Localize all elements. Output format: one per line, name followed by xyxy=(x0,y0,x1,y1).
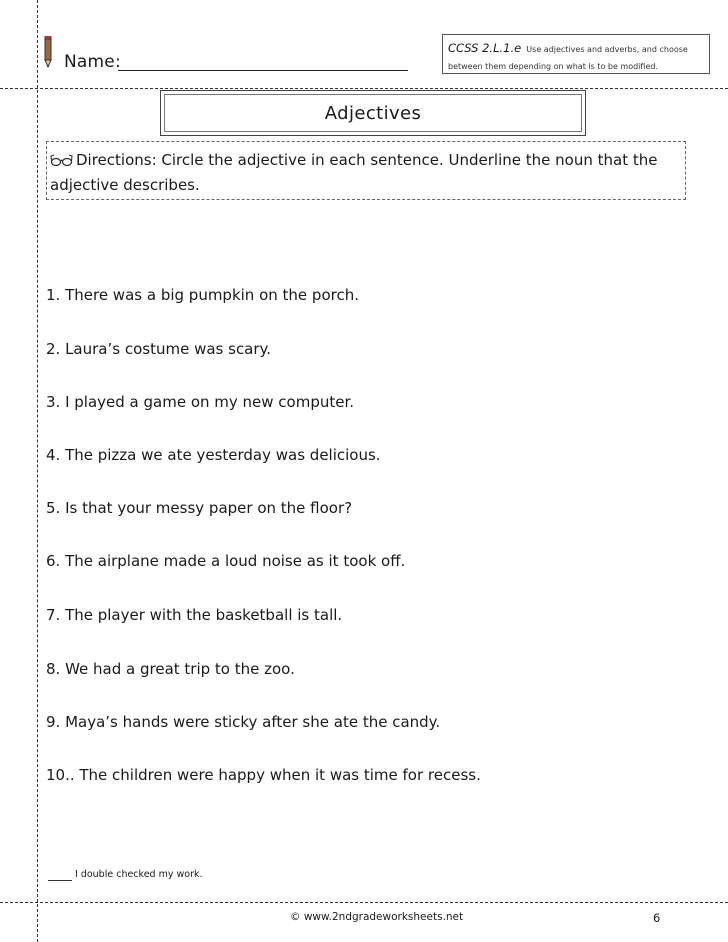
footer-site-text: www.2ndgradeworksheets.net xyxy=(303,911,464,923)
standard-description-line2: between them depending on what is to be modified. xyxy=(448,62,658,71)
glasses-icon xyxy=(50,154,74,167)
page-number: 6 xyxy=(653,911,661,925)
directions-box xyxy=(46,141,686,200)
footer-guide-line xyxy=(0,902,728,903)
title-box xyxy=(160,90,586,136)
name-field[interactable] xyxy=(118,70,408,71)
self-check-label: I double checked my work. xyxy=(75,869,203,880)
footer-website xyxy=(290,911,463,923)
question-6[interactable]: 6. The airplane made a loud noise as it took off. xyxy=(46,552,406,570)
name-label: Name: xyxy=(64,52,121,72)
standard-description-line1: Use adjectives and adverbs, and choose xyxy=(526,45,688,54)
question-7[interactable]: 7. The player with the basketball is tall. xyxy=(46,606,343,624)
question-5[interactable]: 5. Is that your messy paper on the floor? xyxy=(46,499,353,517)
question-1[interactable]: 1. There was a big pumpkin on the porch. xyxy=(46,286,359,304)
question-2[interactable]: 2. Laura’s costume was scary. xyxy=(46,340,272,358)
header-guide-line xyxy=(0,88,728,89)
standard-box xyxy=(442,34,710,74)
copyright-icon: © xyxy=(290,911,301,923)
page-title: Adjectives xyxy=(164,94,582,132)
question-4[interactable]: 4. The pizza we ate yesterday was delicious. xyxy=(46,446,381,464)
question-8[interactable]: 8. We had a great trip to the zoo. xyxy=(46,660,295,678)
question-9[interactable]: 9. Maya’s hands were sticky after she ate the candy. xyxy=(46,713,441,731)
question-10[interactable]: 10.. The children were happy when it was time for recess. xyxy=(46,766,481,784)
self-check-blank[interactable] xyxy=(48,869,72,881)
margin-guide-vertical xyxy=(37,0,38,942)
question-3[interactable]: 3. I played a game on my new computer. xyxy=(46,393,355,411)
self-check xyxy=(48,869,203,881)
pencil-icon xyxy=(41,36,55,70)
directions-text: Directions: Circle the adjective in each sentence. Underline the noun that the adjective describes. xyxy=(50,151,658,194)
standard-code: CCSS 2.L.1.e xyxy=(448,41,522,55)
